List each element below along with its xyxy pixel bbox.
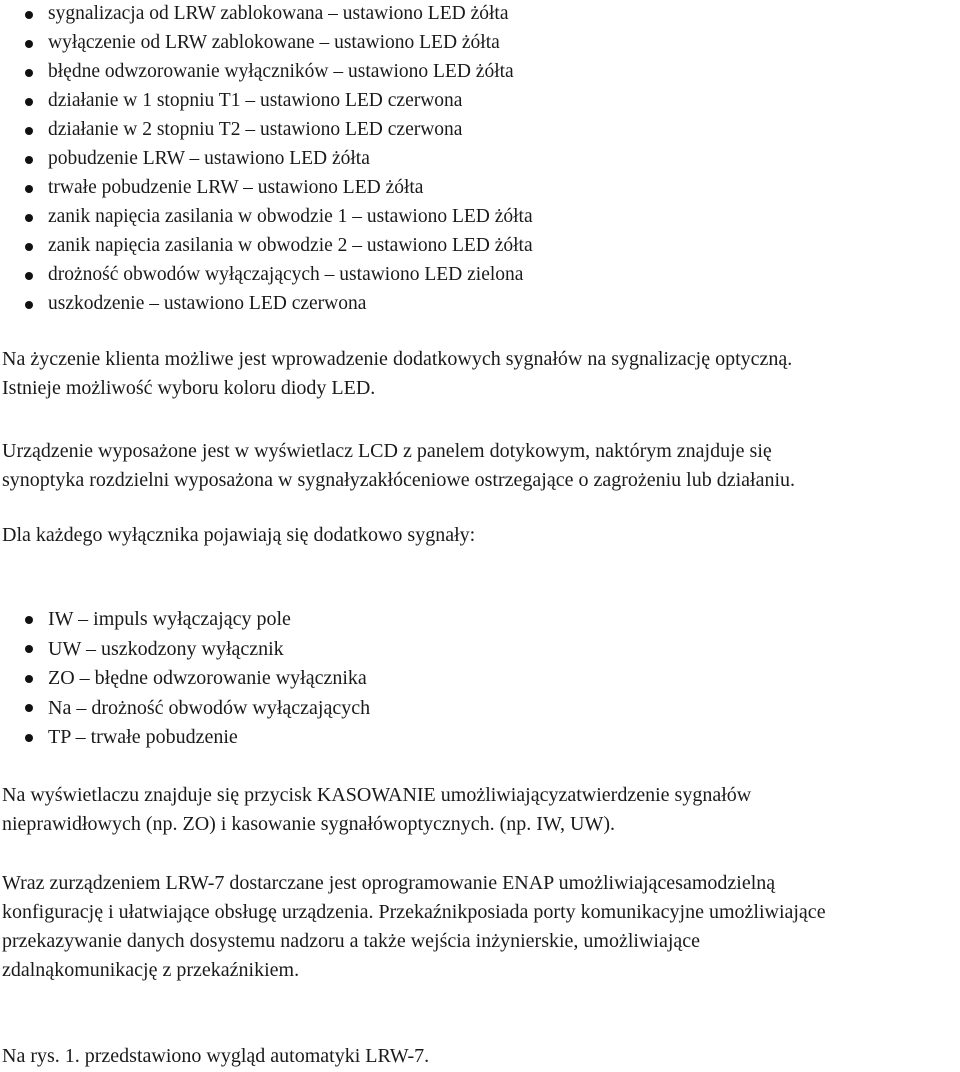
list-item-text: trwałe pobudzenie LRW – ustawiono LED żółta	[48, 177, 424, 198]
paragraph-figure-reference	[2, 1042, 429, 1071]
bullet-icon	[25, 98, 33, 106]
list-item	[0, 174, 533, 203]
paragraph-line: Na życzenie klienta możliwe jest wprowadzenie dodatkowych sygnałów na sygnalizację optyczną.	[2, 348, 793, 370]
list-item	[0, 145, 533, 174]
paragraph-signals-intro	[2, 521, 475, 550]
list-item	[0, 290, 533, 319]
bullet-icon	[25, 127, 33, 135]
paragraph-line: Istnieje możliwość wyboru koloru diody LED.	[2, 377, 376, 399]
paragraph-line: Dla każdego wyłącznika pojawiają się dodatkowo sygnały:	[2, 524, 476, 546]
paragraph-line: zdalnąkomunikację z przekaźnikiem.	[2, 959, 300, 981]
paragraph-line: Urządzenie wyposażone jest w wyświetlacz LCD z panelem dotykowym, naktórym znajduje się	[2, 440, 772, 462]
bullet-icon	[25, 185, 33, 193]
list-item-text: uszkodzenie – ustawiono LED czerwona	[48, 293, 367, 314]
list-item-text: pobudzenie LRW – ustawiono LED żółta	[48, 148, 370, 169]
list-item	[0, 664, 370, 694]
list-item-text: drożność obwodów wyłączających – ustawiono LED zielona	[48, 264, 524, 285]
bullet-icon	[25, 11, 33, 19]
paragraph-lcd-display	[2, 437, 795, 495]
list-item	[0, 203, 533, 232]
list-item-text: IW – impuls wyłączający pole	[48, 608, 291, 630]
paragraph-line: Na wyświetlaczu znajduje się przycisk KASOWANIE umożliwiającyzatwierdzenie sygnałów	[2, 784, 752, 806]
bullet-icon	[25, 214, 33, 222]
list-item-text: błędne odwzorowanie wyłączników – ustawiono LED żółta	[48, 61, 514, 82]
bullet-icon	[25, 301, 33, 309]
list-item-text: sygnalizacja od LRW zablokowana – ustawiono LED żółta	[48, 3, 509, 24]
bullet-icon	[25, 734, 33, 742]
list-item	[0, 694, 370, 724]
list-item-text: wyłączenie od LRW zablokowane – ustawiono LED żółta	[48, 32, 500, 53]
list-item	[0, 87, 533, 116]
list-item-text: ZO – błędne odwzorowanie wyłącznika	[48, 667, 367, 689]
list-item	[0, 29, 533, 58]
bullet-icon	[25, 675, 33, 683]
list-item-text: UW – uszkodzony wyłącznik	[48, 637, 284, 660]
list-item-text: TP – trwałe pobudzenie	[48, 726, 238, 748]
paragraph-line: konfigurację i ułatwiające obsługę urządzenia. Przekaźnikposiada porty komunikacyjne umożliwiające	[2, 901, 826, 923]
led-status-list	[0, 0, 533, 319]
bullet-icon	[25, 40, 33, 48]
list-item	[0, 605, 370, 635]
paragraph-software	[2, 869, 826, 985]
bullet-icon	[25, 156, 33, 164]
paragraph-custom-signals	[2, 345, 792, 403]
paragraph-reset-button	[2, 781, 751, 839]
list-item	[0, 261, 533, 290]
paragraph-line: synoptyka rozdzielni wyposażona w sygnałyzakłóceniowe ostrzegające o zagrożeniu lub działaniu.	[2, 469, 796, 491]
bullet-icon	[25, 69, 33, 77]
list-item-text: działanie w 2 stopniu T2 – ustawiono LED czerwona	[48, 119, 463, 140]
list-item	[0, 0, 533, 29]
bullet-icon	[25, 704, 33, 712]
list-item	[0, 723, 370, 753]
paragraph-line: Wraz zurządzeniem LRW-7 dostarczane jest oprogramowanie ENAP umożliwiającesamodzielną	[2, 872, 776, 894]
bullet-icon	[25, 616, 33, 624]
bullet-icon	[25, 645, 33, 653]
list-item-text: działanie w 1 stopniu T1 – ustawiono LED czerwona	[48, 90, 463, 111]
paragraph-line: przekazywanie danych dosystemu nadzoru a także wejścia inżynierskie, umożliwiające	[2, 930, 701, 952]
list-item-text: zanik napięcia zasilania w obwodzie 1 – ustawiono LED żółta	[48, 206, 533, 227]
paragraph-line: nieprawidłowych (np. ZO) i kasowanie sygnałówoptycznych. (np. IW, UW).	[2, 813, 615, 835]
bullet-icon	[25, 272, 33, 280]
list-item	[0, 635, 370, 665]
list-item	[0, 58, 533, 87]
list-item	[0, 232, 533, 261]
list-item-text: Na – drożność obwodów wyłączających	[48, 696, 371, 719]
list-item	[0, 116, 533, 145]
breaker-signal-list	[0, 605, 370, 753]
paragraph-line: Na rys. 1. przedstawiono wygląd automatyki LRW-7.	[2, 1045, 430, 1067]
list-item-text: zanik napięcia zasilania w obwodzie 2 – ustawiono LED żółta	[48, 235, 533, 256]
bullet-icon	[25, 243, 33, 251]
